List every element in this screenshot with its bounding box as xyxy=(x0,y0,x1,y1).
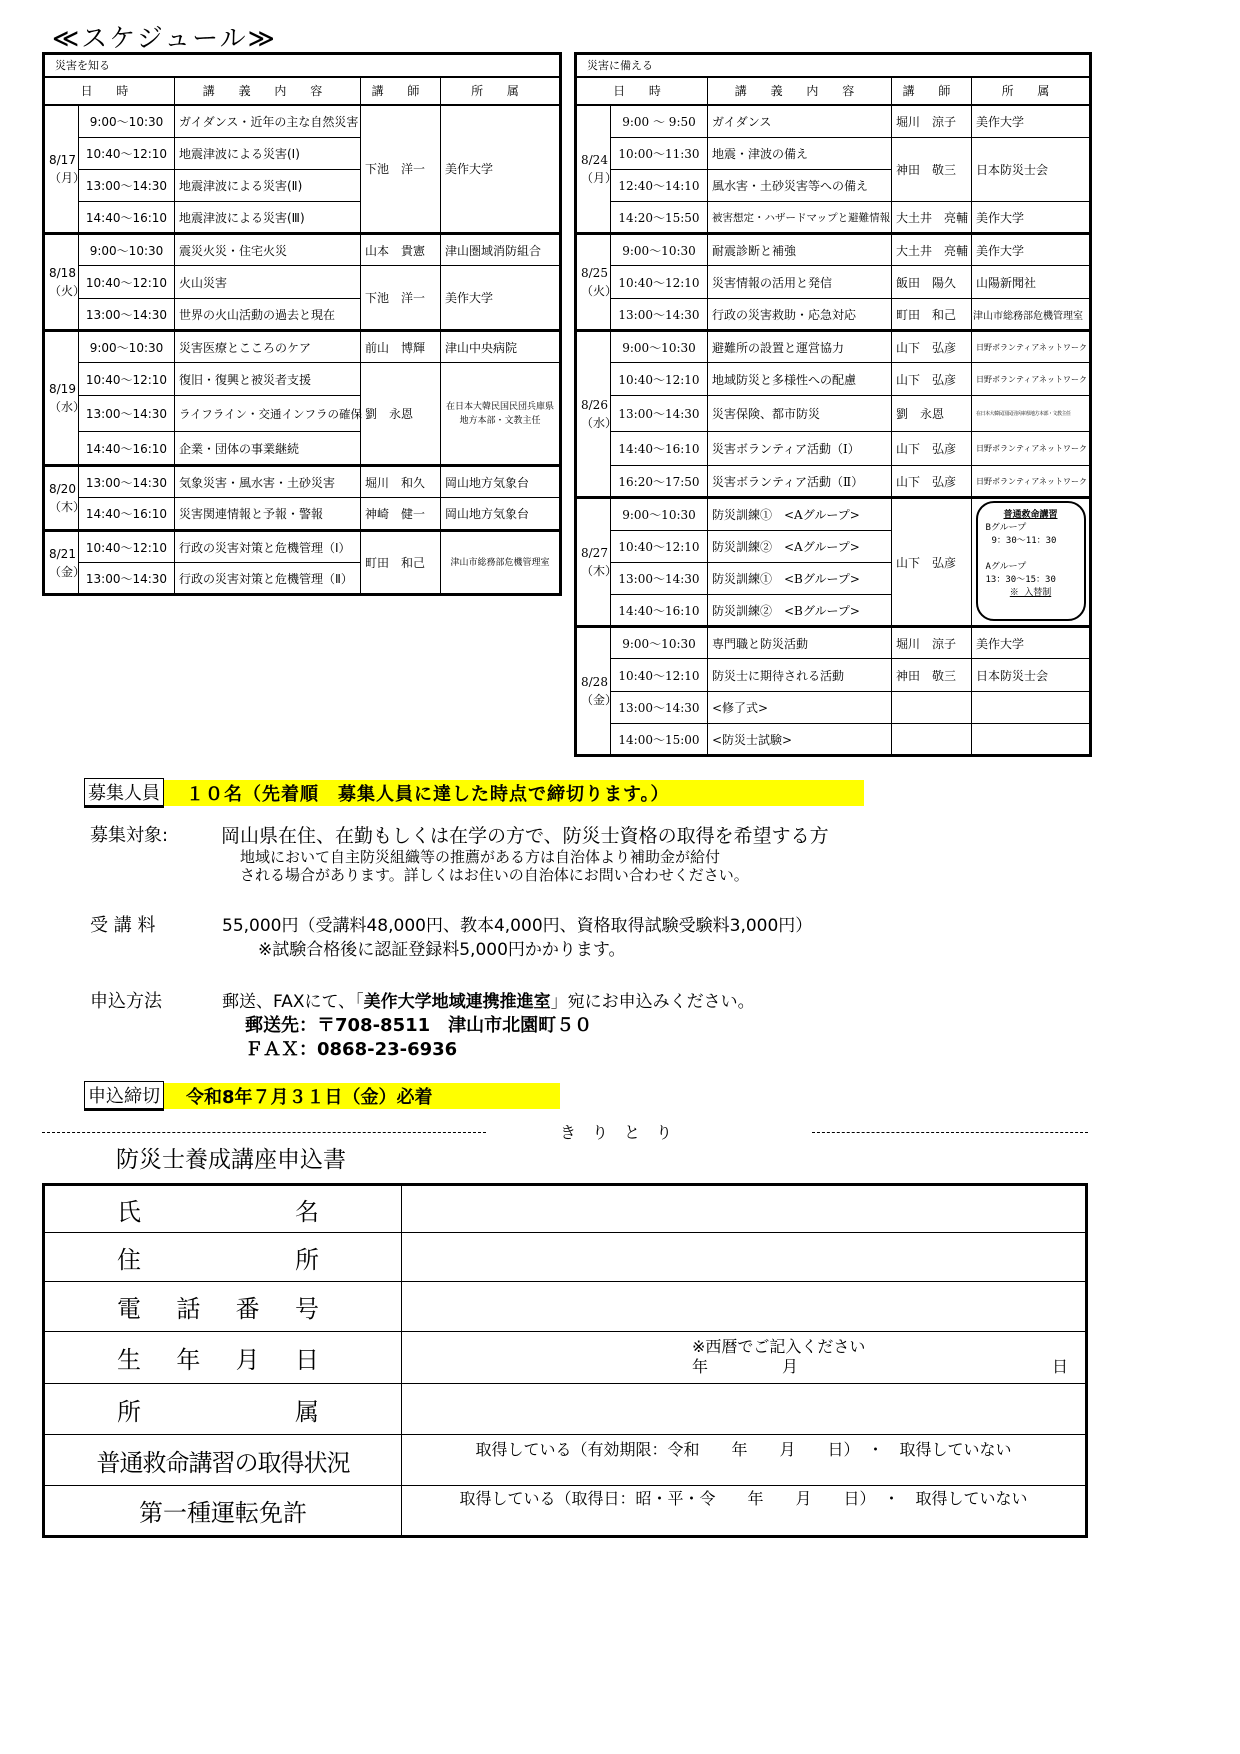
schedule-table-left xyxy=(42,52,562,596)
content-cell: 行政の災害対策と危機管理（Ⅰ） xyxy=(175,531,361,563)
form-label-first-aid: 普通救命講習の取得状況 xyxy=(44,1435,402,1486)
form-row-address xyxy=(44,1233,1087,1282)
affiliation-cell: 日本防災士会 xyxy=(972,138,1091,202)
time-cell: 10:40～12:10 xyxy=(611,531,708,563)
affiliation-cell: 日野ボランティアネットワーク xyxy=(972,363,1091,396)
deadline-text: 令和8年７月３１日（金）必着 xyxy=(164,1083,560,1109)
time-cell: 13:00～14:30 xyxy=(611,299,708,331)
content-cell: 復旧・復興と被災者支援 xyxy=(175,363,361,396)
content-cell: 地震津波による災害(Ⅱ) xyxy=(175,170,361,202)
birthdate-day: 日 xyxy=(1052,1357,1069,1376)
content-cell: 災害情報の活用と発信 xyxy=(708,266,892,299)
affiliation-cell: 津山市総務部危機管理室 xyxy=(441,531,561,595)
time-cell: 14:00～15:00 xyxy=(611,724,708,756)
content-cell: 風水害・土砂災害等への備え xyxy=(708,170,892,202)
name-input[interactable] xyxy=(402,1185,1087,1233)
time-cell: 14:40～16:10 xyxy=(79,202,175,234)
day-date: 8/26 xyxy=(581,398,608,412)
form-label-phone: 電 話 番 号 xyxy=(44,1282,402,1332)
mail-address: 郵送先：〒708-8511 津山市北園町５０ xyxy=(245,1015,593,1036)
time-cell: 10:40～12:10 xyxy=(611,659,708,692)
time-cell: 9:00～10:30 xyxy=(79,105,175,138)
time-cell: 13:00～14:30 xyxy=(611,563,708,595)
fee-label: 受 講 料 xyxy=(90,915,156,936)
table-row xyxy=(44,466,561,498)
table-row xyxy=(576,724,1091,756)
content-cell: 避難所の設置と運営協力 xyxy=(708,331,892,363)
application-form xyxy=(42,1183,1088,1538)
header-content: 講 義 内 容 xyxy=(175,77,361,105)
capacity-line xyxy=(84,778,864,808)
content-cell: ガイダンス xyxy=(708,105,892,138)
lecturer-cell: 神崎 健一 xyxy=(361,498,441,531)
table-row xyxy=(576,627,1091,659)
affiliation-input[interactable] xyxy=(402,1384,1087,1435)
time-cell: 10:40～12:10 xyxy=(79,363,175,396)
day-date: 8/21 xyxy=(49,546,76,561)
time-cell: 9:00～10:30 xyxy=(611,627,708,659)
time-cell: 10:40～12:10 xyxy=(79,266,175,299)
lecturer-cell: 大土井 亮輔 xyxy=(892,202,972,234)
phone-input[interactable] xyxy=(402,1282,1087,1332)
time-cell: 14:40～16:10 xyxy=(79,498,175,531)
form-title: 防災士養成講座申込書 xyxy=(116,1147,346,1173)
table-row xyxy=(576,692,1091,724)
fee-note: ※試験合格後に認証登録料5,000円かかります。 xyxy=(258,940,626,960)
lecturer-cell: 飯田 陽久 xyxy=(892,266,972,299)
header-affiliation: 所 属 xyxy=(441,77,561,105)
affiliation-cell: 美作大学 xyxy=(441,266,561,331)
day-cell xyxy=(576,105,618,234)
content-cell: 災害医療とこころのケア xyxy=(175,331,361,363)
table-row xyxy=(576,105,1091,138)
lecturer-cell: 劉 永恩 xyxy=(892,396,972,432)
first-aid-status[interactable]: 取得している（有効期限：令和 年 月 日） ・ 取得していない xyxy=(402,1435,1087,1486)
affiliation-cell xyxy=(972,724,1091,756)
table-row xyxy=(576,138,1091,170)
lecturer-cell: 堀川 涼子 xyxy=(892,105,972,138)
affiliation-cell: 美作大学 xyxy=(972,627,1091,659)
time-cell: 14:40～16:10 xyxy=(611,595,708,627)
time-cell: 13:00～14:30 xyxy=(79,299,175,331)
birthdate-input[interactable] xyxy=(402,1332,1087,1384)
form-row-affiliation xyxy=(44,1384,1087,1435)
affiliation-cell: 津山圏域消防組合 xyxy=(441,234,561,266)
table-row xyxy=(44,105,561,138)
day-cell xyxy=(576,498,618,627)
day-date: 8/19 xyxy=(49,382,76,396)
content-cell: 防災訓練① <Bグループ> xyxy=(708,563,892,595)
affiliation-cell: 日本防災士会 xyxy=(972,659,1091,692)
content-cell: 防災訓練② <Aグループ> xyxy=(708,531,892,563)
time-cell: 10:00～11:30 xyxy=(611,138,708,170)
content-cell: 地震津波による災害(Ⅰ) xyxy=(175,138,361,170)
method-post: 」宛にお申込みください。 xyxy=(550,992,755,1012)
affiliation-cell xyxy=(972,692,1091,724)
content-cell: <修了式> xyxy=(708,692,892,724)
day-date: 8/18 xyxy=(49,266,76,280)
day-cell xyxy=(44,105,86,234)
header-lecturer: 講 師 xyxy=(361,77,441,105)
time-cell: 14:40～16:10 xyxy=(79,432,175,466)
content-cell: 専門職と防災活動 xyxy=(708,627,892,659)
birthdate-month: 月 xyxy=(782,1357,799,1376)
content-cell: 地域防災と多様性への配慮 xyxy=(708,363,892,396)
lecturer-cell: 山本 貴憲 xyxy=(361,234,441,266)
note-cell xyxy=(972,498,1091,627)
form-row-phone xyxy=(44,1282,1087,1332)
time-cell: 10:40～12:10 xyxy=(611,266,708,299)
content-cell: 防災士に期待される活動 xyxy=(708,659,892,692)
method-text xyxy=(222,987,755,1012)
table-row xyxy=(576,331,1091,363)
affiliation-cell: 在日本大韓民国民団兵庫県地方本部・文教主任 xyxy=(441,363,561,466)
content-cell: 行政の災害救助・応急対応 xyxy=(708,299,892,331)
header-affiliation: 所 属 xyxy=(972,77,1091,105)
time-cell: 9:00～10:30 xyxy=(79,234,175,266)
table-row xyxy=(44,266,561,299)
time-cell: 13:00～14:30 xyxy=(79,170,175,202)
table-row xyxy=(576,432,1091,466)
content-cell: 被害想定・ハザードマップと避難情報 xyxy=(708,202,892,234)
day-of-week: （木） xyxy=(49,500,86,514)
table-row xyxy=(44,363,561,396)
note-footer: ※ 入替制 xyxy=(1009,588,1052,598)
table-row xyxy=(576,466,1091,498)
content-cell: 世界の火山活動の過去と現在 xyxy=(175,299,361,331)
form-label-name: 氏 名 xyxy=(44,1185,402,1233)
lecturer-cell: 山下 弘彦 xyxy=(892,498,972,627)
time-cell: 13:00～14:30 xyxy=(79,396,175,432)
section-title: 災害を知る xyxy=(44,54,561,77)
affiliation-cell: 山陽新聞社 xyxy=(972,266,1091,299)
deadline-label: 申込締切 xyxy=(84,1081,164,1111)
day-of-week: （月） xyxy=(581,170,618,185)
table-row xyxy=(44,531,561,563)
affiliation-cell: 美作大学 xyxy=(972,202,1091,234)
form-row-first-aid xyxy=(44,1435,1087,1486)
day-date: 8/20 xyxy=(49,482,76,496)
deadline-line xyxy=(84,1081,560,1111)
time-cell: 14:40～16:10 xyxy=(611,432,708,466)
day-cell xyxy=(44,234,86,331)
lecturer-cell: 山下 弘彦 xyxy=(892,363,972,396)
affiliation-cell: 岡山地方気象台 xyxy=(441,466,561,498)
address-input[interactable] xyxy=(402,1233,1087,1282)
form-label-birthdate: 生 年 月 日 xyxy=(44,1332,402,1384)
time-cell: 9:00～10:30 xyxy=(79,331,175,363)
lecturer-cell xyxy=(892,724,972,756)
content-cell: 地震津波による災害(Ⅲ) xyxy=(175,202,361,234)
section-title: 災害に備える xyxy=(576,54,1091,77)
day-cell xyxy=(44,466,86,531)
fee-text: 55,000円（受講料48,000円、教本4,000円、資格取得試験受験料3,000円） xyxy=(222,916,813,936)
affiliation-cell: 日野ボランティアネットワーク xyxy=(972,466,1091,498)
schedule-title: ≪スケジュール≫ xyxy=(52,24,277,54)
capacity-label: 募集人員 xyxy=(84,778,164,808)
table-row xyxy=(44,331,561,363)
affiliation-cell: 日野ボランティアネットワーク xyxy=(972,331,1091,363)
birthdate-year: 年 xyxy=(692,1357,709,1376)
time-cell: 10:40～12:10 xyxy=(79,138,175,170)
note-time-a: 13：30～15：30 xyxy=(985,575,1056,585)
lecturer-cell: 山下 弘彦 xyxy=(892,331,972,363)
target-label: 募集対象: xyxy=(90,825,169,846)
day-cell xyxy=(44,531,86,595)
time-cell: 9:00～10:30 xyxy=(611,498,708,531)
day-cell xyxy=(576,331,618,498)
affiliation-cell: 津山市総務部危機管理室 xyxy=(972,299,1091,331)
header-content: 講 義 内 容 xyxy=(708,77,892,105)
table-row xyxy=(576,363,1091,396)
time-cell: 13:00～14:30 xyxy=(79,563,175,595)
note-time-b: 9：30～11：30 xyxy=(991,536,1057,546)
target-note-2: される場合があります。詳しくはお住いの自治体にお問い合わせください。 xyxy=(240,866,749,884)
method-pre: 郵送、FAXにて、「 xyxy=(222,992,364,1012)
content-cell: 地震・津波の備え xyxy=(708,138,892,170)
lecturer-cell: 下池 洋一 xyxy=(361,266,441,331)
content-cell: 震災火災・住宅火災 xyxy=(175,234,361,266)
form-label-affiliation: 所 属 xyxy=(44,1384,402,1435)
time-cell: 9:00 ～ 9:50 xyxy=(611,105,708,138)
content-cell: 防災訓練① <Aグループ> xyxy=(708,498,892,531)
note-title: 普通救命講習 xyxy=(1003,510,1058,520)
day-of-week: （金） xyxy=(49,564,86,579)
lecturer-cell: 劉 永恩 xyxy=(361,363,441,466)
day-date: 8/27 xyxy=(581,546,608,560)
content-cell: 災害ボランティア活動（Ⅰ） xyxy=(708,432,892,466)
lecturer-cell: 神田 敬三 xyxy=(892,659,972,692)
table-row xyxy=(576,202,1091,234)
content-cell: 災害保険、都市防災 xyxy=(708,396,892,432)
content-cell: ライフライン・交通インフラの確保 xyxy=(175,396,361,432)
lecturer-cell: 神田 敬三 xyxy=(892,138,972,202)
lecturer-cell: 堀川 涼子 xyxy=(892,627,972,659)
fax-number: ＦＡＸ：0868-23-6936 xyxy=(245,1039,458,1060)
form-label-license: 第一種運転免許 xyxy=(44,1486,402,1537)
cut-line-left xyxy=(42,1132,486,1133)
lecturer-cell: 堀川 和久 xyxy=(361,466,441,498)
content-cell: 気象災害・風水害・土砂災害 xyxy=(175,466,361,498)
note-group-a: Aグループ xyxy=(985,562,1027,572)
header-date: 日 時 xyxy=(44,77,175,105)
day-of-week: （火） xyxy=(581,284,618,298)
birthdate-note: ※西暦でご記入ください xyxy=(692,1337,866,1356)
header-lecturer: 講 師 xyxy=(892,77,972,105)
lecturer-cell: 町田 和己 xyxy=(892,299,972,331)
note-group-b: Bグループ xyxy=(985,523,1027,533)
method-office: 美作大学地域連携推進室 xyxy=(363,992,551,1012)
day-of-week: （月） xyxy=(49,170,86,185)
day-of-week: （水） xyxy=(49,400,86,414)
content-cell: 災害ボランティア活動（Ⅱ） xyxy=(708,466,892,498)
target-note-1: 地域において自主防災組織等の推薦がある方は自治体より補助金が給付 xyxy=(240,848,721,866)
affiliation-cell: 日野ボランティアネットワーク xyxy=(972,432,1091,466)
time-cell: 9:00～10:30 xyxy=(611,331,708,363)
affiliation-cell: 美作大学 xyxy=(441,105,561,234)
first-aid-note xyxy=(976,501,1086,621)
day-of-week: （火） xyxy=(49,284,86,298)
target-text: 岡山県在住、在勤もしくは在学の方で、防災士資格の取得を希望する方 xyxy=(221,825,829,847)
cut-label: き り と り xyxy=(560,1123,673,1142)
content-cell: 耐震診断と補強 xyxy=(708,234,892,266)
time-cell: 14:20～15:50 xyxy=(611,202,708,234)
lecturer-cell: 前山 博輝 xyxy=(361,331,441,363)
table-row xyxy=(576,234,1091,266)
day-date: 8/24 xyxy=(581,152,608,167)
lecturer-cell: 町田 和己 xyxy=(361,531,441,595)
content-cell: 災害関連情報と予報・警報 xyxy=(175,498,361,531)
time-cell: 10:40～12:10 xyxy=(79,531,175,563)
table-row xyxy=(44,498,561,531)
day-of-week: （水） xyxy=(581,416,618,430)
affiliation-cell: 美作大学 xyxy=(972,234,1091,266)
table-row xyxy=(576,498,1091,531)
affiliation-cell: 在日本大韓民国民団兵庫県地方本部・文教主任 xyxy=(972,396,1091,432)
content-cell: <防災士試験> xyxy=(708,724,892,756)
time-cell: 16:20～17:50 xyxy=(611,466,708,498)
cut-line-right xyxy=(812,1132,1088,1133)
time-cell: 13:00～14:30 xyxy=(79,466,175,498)
form-label-address: 住 所 xyxy=(44,1233,402,1282)
header-date: 日 時 xyxy=(576,77,708,105)
day-date: 8/17 xyxy=(49,152,76,167)
lecturer-cell: 山下 弘彦 xyxy=(892,466,972,498)
content-cell: 行政の災害対策と危機管理（Ⅱ） xyxy=(175,563,361,595)
form-row-birthdate xyxy=(44,1332,1087,1384)
content-cell: 火山災害 xyxy=(175,266,361,299)
day-date: 8/28 xyxy=(581,675,608,689)
time-cell: 12:40～14:10 xyxy=(611,170,708,202)
affiliation-cell: 津山中央病院 xyxy=(441,331,561,363)
content-cell: 企業・団体の事業継続 xyxy=(175,432,361,466)
method-label: 申込方法 xyxy=(90,991,162,1012)
day-cell xyxy=(576,234,618,331)
content-cell: ガイダンス・近年の主な自然災害 xyxy=(175,105,361,138)
lecturer-cell: 大土井 亮輔 xyxy=(892,234,972,266)
day-date: 8/25 xyxy=(581,266,608,280)
day-of-week: （金） xyxy=(581,693,618,707)
lecturer-cell: 山下 弘彦 xyxy=(892,432,972,466)
table-row xyxy=(44,234,561,266)
day-cell xyxy=(44,331,86,466)
table-row xyxy=(576,266,1091,299)
table-row xyxy=(576,396,1091,432)
affiliation-cell: 岡山地方気象台 xyxy=(441,498,561,531)
form-row-name xyxy=(44,1185,1087,1233)
table-row xyxy=(576,659,1091,692)
time-cell: 9:00～10:30 xyxy=(611,234,708,266)
day-of-week: （木） xyxy=(581,564,618,578)
form-row-license xyxy=(44,1486,1087,1537)
table-row xyxy=(576,299,1091,331)
capacity-text: １０名（先着順 募集人員に達した時点で締切ります。） xyxy=(164,780,864,806)
schedule-table-right xyxy=(574,52,1092,757)
day-cell xyxy=(576,627,618,756)
lecturer-cell xyxy=(892,692,972,724)
affiliation-cell: 美作大学 xyxy=(972,105,1091,138)
time-cell: 13:00～14:30 xyxy=(611,396,708,432)
license-status[interactable]: 取得している（取得日：昭・平・令 年 月 日） ・ 取得していない xyxy=(402,1486,1087,1537)
time-cell: 13:00～14:30 xyxy=(611,692,708,724)
lecturer-cell: 下池 洋一 xyxy=(361,105,441,234)
content-cell: 防災訓練② <Bグループ> xyxy=(708,595,892,627)
time-cell: 10:40～12:10 xyxy=(611,363,708,396)
